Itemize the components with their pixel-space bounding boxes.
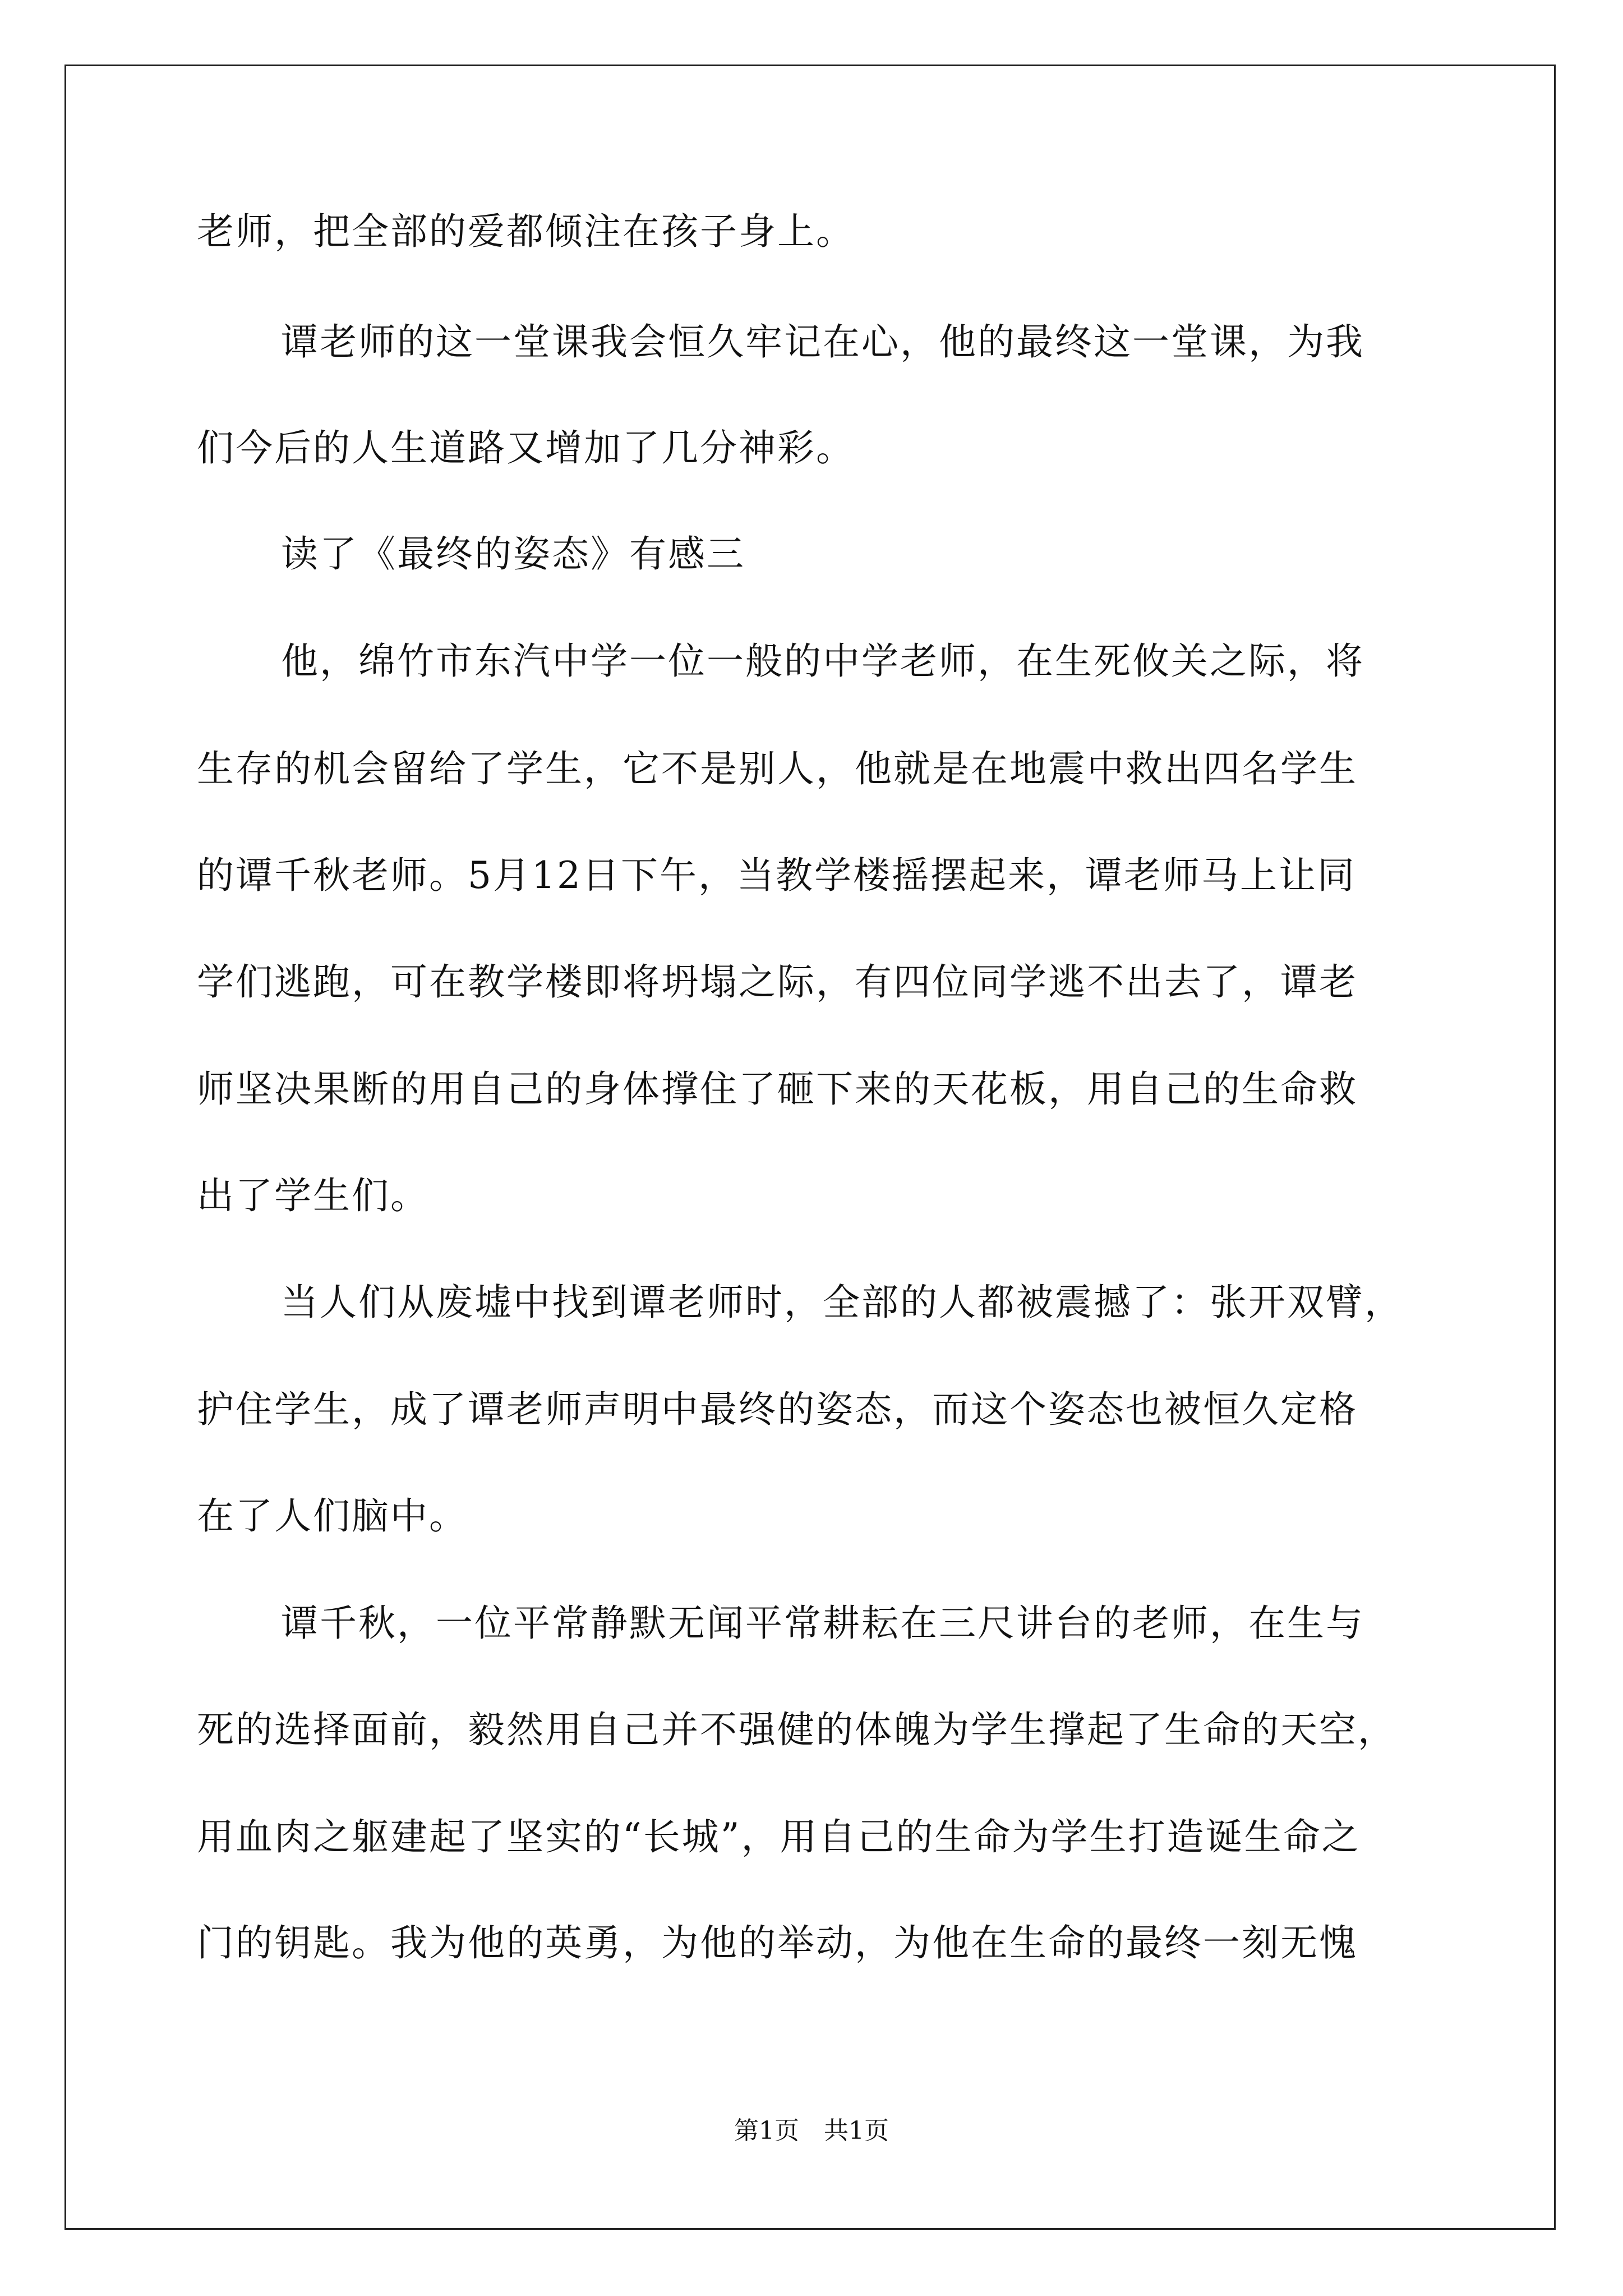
text-line: 他，绵竹市东汽中学一位一般的中学老师，在生死攸关之际，将 [281, 639, 1364, 683]
text-line: 学们逃跑，可在教学楼即将坍塌之际，有四位同学逃不出去了，谭老 [197, 960, 1358, 1004]
text-line: 谭老师的这一堂课我会恒久牢记在心，他的最终这一堂课，为我 [281, 320, 1364, 364]
text-line: 师坚决果断的用自己的身体撑住了砸下来的天花板，用自己的生命救 [197, 1068, 1358, 1111]
text-line: 门的钥匙。我为他的英勇，为他的举动，为他在生命的最终一刻无愧 [197, 1921, 1358, 1964]
text-line: 老师，把全部的爱都倾注在孩子身上。 [197, 210, 855, 253]
text-line: 生存的机会留给了学生，它不是别人，他就是在地震中救出四名学生 [197, 747, 1358, 790]
text-line: 用血肉之躯建起了坚实的“长城”，用自己的生命为学生打造诞生命之 [197, 1815, 1361, 1858]
text-line: 在了人们脑中。 [197, 1494, 468, 1538]
text-line: 们今后的人生道路又增加了几分神彩。 [197, 426, 855, 470]
text-line: 谭千秋，一位平常静默无闻平常耕耘在三尺讲台的老师，在生与 [281, 1602, 1364, 1645]
text-line: 读了《最终的姿态》有感三 [281, 532, 745, 576]
page-border [64, 65, 1556, 2230]
text-line: 护住学生，成了谭老师声明中最终的姿态，而这个姿态也被恒久定格 [197, 1388, 1358, 1431]
text-line: 出了学生们。 [197, 1174, 429, 1217]
text-line: 的谭千秋老师。5月12日下午，当教学楼摇摆起来，谭老师马上让同 [197, 854, 1356, 897]
page-footer: 第1页 共1页 [734, 2116, 889, 2145]
text-line: 当人们从废墟中找到谭老师时，全部的人都被震撼了：张开双臂， [281, 1281, 1403, 1324]
text-line: 死的选择面前，毅然用自己并不强健的体魄为学生撑起了生命的天空， [197, 1708, 1396, 1751]
